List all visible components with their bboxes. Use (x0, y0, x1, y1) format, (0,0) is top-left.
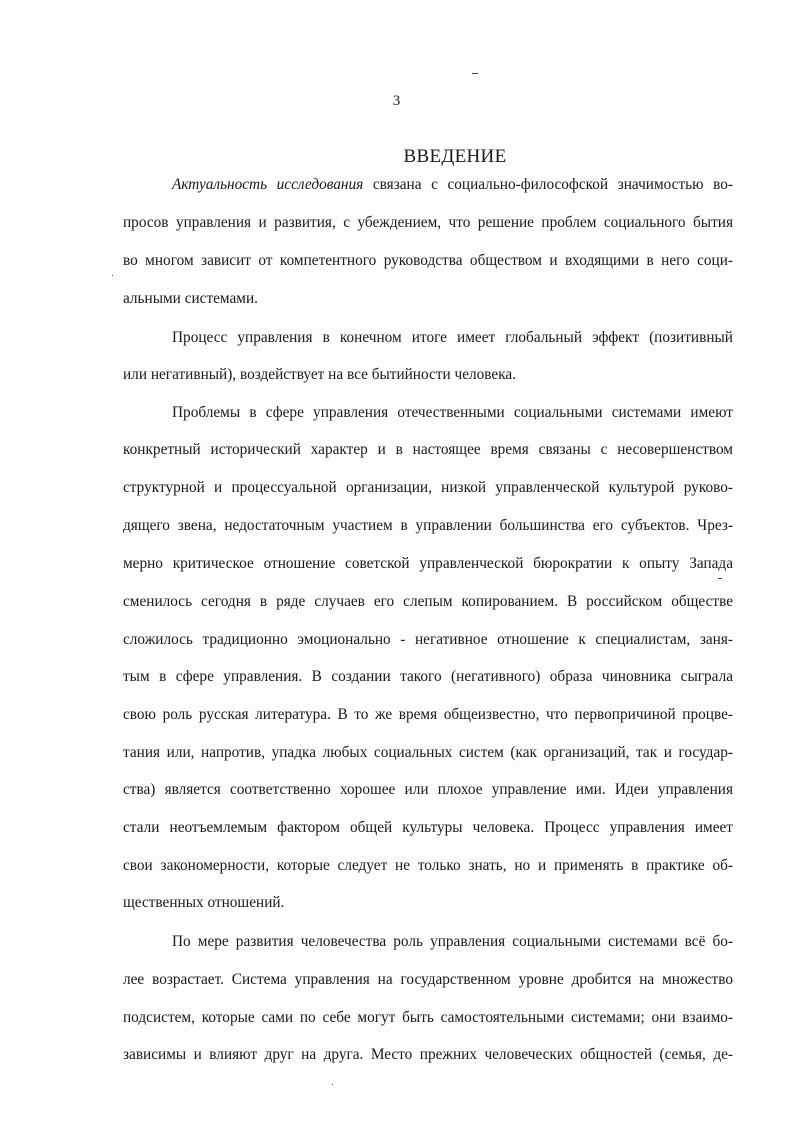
paragraph-line: ства) является соответственно хорошее или плохое управление ими. Идеи управления (123, 781, 733, 798)
paragraph-line: свои закономерности, которые следует не только знать, но и применять в практике об- (123, 857, 733, 874)
paragraph-line: конкретный исторический характер и в настоящее время связаны с несовершенством (123, 441, 733, 458)
paragraph-line: сложилось традиционно эмоционально - негативное отношение к специалистам, заня- (123, 631, 733, 648)
paragraph-line: тым в сфере управления. В создании такого (негативного) образа чиновника сыграла (123, 668, 733, 685)
paragraph-line: во многом зависит от компетентного руководства обществом и входящими в него соци- (123, 252, 733, 269)
paragraph-line: дящего звена, недостаточным участием в управлении большинства его субъектов. Чрез- (123, 517, 733, 534)
paragraph-line: мерно критическое отношение советской управленческой бюрократии к опыту Запада (123, 555, 733, 572)
paragraph-line: лее возрастает. Система управления на государственном уровне дробится на множество (123, 971, 733, 988)
paragraph-line: щественных отношений. (123, 894, 285, 911)
scan-speck (718, 578, 722, 579)
paragraph-line: Процесс управления в конечном итоге имеет глобальный эффект (позитивный (172, 329, 733, 346)
italic-lead: Актуальность исследования (172, 176, 364, 193)
scan-speck (332, 1084, 333, 1085)
paragraph-line: просов управления и развития, с убеждением, что решение проблем социального бытия (123, 214, 733, 231)
paragraph-line: свою роль русская литература. В то же время общеизвестно, что первопричиной процве- (123, 706, 733, 723)
paragraph-line: зависимы и влияют друг на друга. Место прежних человеческих общностей (семья, де- (123, 1046, 733, 1063)
page-number: 3 (392, 93, 401, 109)
paragraph-line: По мере развития человечества роль управления социальными системами всё бо- (172, 933, 733, 950)
paragraph-line: альными системами. (123, 290, 258, 307)
scan-speck (112, 275, 113, 276)
paragraph-line: подсистем, которые сами по себе могут быть самостоятельными системами; они взаимо- (123, 1009, 733, 1026)
paragraph-line: Проблемы в сфере управления отечественными социальными системами имеют (172, 404, 733, 421)
paragraph-line: сменилось сегодня в ряде случаев его слепым копированием. В российском обществе (123, 593, 733, 610)
paragraph-line: структурной и процессуальной организации, низкой управленческой культурой руково- (123, 479, 733, 496)
paragraph-line: тания или, напротив, упадка любых социальных систем (как организаций, так и государ- (123, 744, 733, 761)
scan-speck (472, 73, 478, 74)
section-title: ВВЕДЕНИЕ (403, 146, 507, 167)
paragraph-line: Актуальность исследования связана с социально-философской значимостью во- (172, 176, 734, 193)
paragraph-line: или негативный), воздействует на все бытийности человека. (123, 366, 517, 383)
paragraph-line: стали неотъемлемым фактором общей культуры человека. Процесс управления имеет (123, 819, 733, 836)
